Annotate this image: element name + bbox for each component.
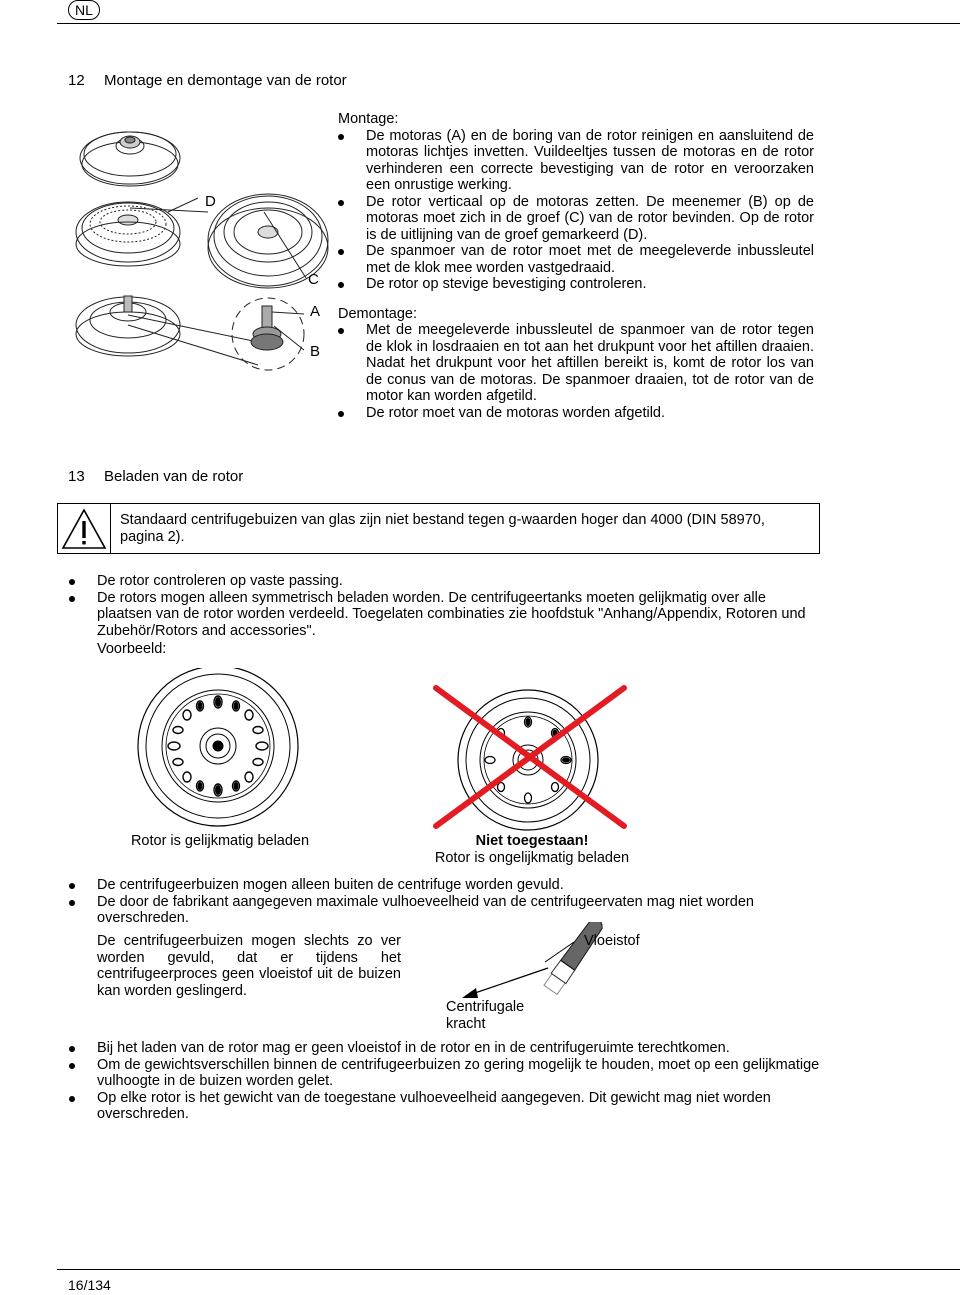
list-item: De motoras (A) en de boring van de rotor reinigen en aansluitend de motoras lichtjes invetten. Vuildeeltjes tussen de motoras en de rotor verhinderen een correcte bevestiging van de rotor en veroorzaken een onrustige werking.	[338, 128, 814, 194]
section-title: Beladen van de rotor	[104, 468, 244, 485]
language-badge: NL	[68, 0, 100, 20]
rotor-drawing-top	[80, 132, 180, 186]
arrow-head-icon	[462, 988, 478, 998]
caption-unbalanced	[400, 833, 664, 867]
rules-list	[68, 1040, 828, 1123]
rules-list	[68, 877, 788, 927]
list-item: De rotor moet van de motoras worden afgetild.	[338, 405, 814, 422]
section-12-heading	[68, 72, 347, 89]
caption-unbalanced-text: Rotor is ongelijkmatig beladen	[434, 850, 630, 866]
section-number: 13	[68, 468, 85, 485]
tube-fill-paragraph: De centrifugeerbuizen mogen slechts zo ver worden gevuld, dat er tijdens het centrifugeerproces geen vloeistof uit de buizen kan worden geslingerd.	[97, 933, 401, 999]
header-rule	[57, 23, 960, 24]
list-item: De spanmoer van de rotor moet met de meegeleverde inbussleutel met de klok mee worden vastgedraaid.	[338, 243, 814, 276]
label-d: D	[205, 193, 216, 210]
list-item: De door de fabrikant aangegeven maximale vulhoeveelheid van de centrifugeervaten mag niet worden overschreden.	[68, 894, 788, 927]
list-item: De rotors mogen alleen symmetrisch beladen worden. De centrifugeertanks moeten gelijkmatig over alle plaatsen van de rotor worden verdeeld. Toegelaten combinaties zie hoofdstuk "Anhang/Appendix, Rotoren und Zubehör/Rotors and accessories".	[68, 590, 813, 640]
list-item: De rotor verticaal op de motoras zetten. De meenemer (B) op de motoras moet zich in de groef (C) van de rotor bevinden. Op de rotor is de uitlijning van de groef gemarkeerd (D).	[338, 194, 814, 244]
list-item: Bij het laden van de rotor mag er geen vloeistof in de rotor en in de centrifugeruimte terechtkomen.	[68, 1040, 828, 1057]
list-item: Op elke rotor is het gewicht van de toegestane vulhoeveelheid aangegeven. Dit gewicht mag niet worden overschreden.	[68, 1090, 828, 1123]
montage-block	[338, 111, 814, 421]
motor-shaft-detail	[232, 298, 304, 370]
rotor-balanced-image	[130, 668, 310, 828]
montage-title: Montage:	[338, 111, 399, 127]
list-item: Om de gewichtsverschillen binnen de centrifugeerbuizen zo gering mogelijk te houden, moet op een gelijkmatige vulhoogte in de buizen worden gelet.	[68, 1057, 828, 1090]
list-item: De rotor op stevige bevestiging controleren.	[338, 276, 814, 293]
footer-rule	[57, 1269, 960, 1270]
montage-list	[338, 128, 814, 293]
loading-rules-b	[68, 877, 788, 927]
label-vloeistof: Vloeistof	[584, 933, 640, 949]
warning-text: Standaard centrifugebuizen van glas zijn niet bestand tegen g-waarden hoger dan 4000 (DIN 58970, pagina 2).	[120, 512, 765, 545]
list-item: De centrifugeerbuizen mogen alleen buiten de centrifuge worden gevuld.	[68, 877, 788, 894]
rotor-unbalanced-image	[428, 682, 638, 832]
loading-rules-c	[68, 1040, 828, 1123]
section-number: 12	[68, 72, 85, 89]
page-number: 16/134	[68, 1277, 111, 1293]
warning-box	[57, 503, 820, 554]
label-b: B	[310, 343, 321, 360]
section-13-heading	[68, 468, 243, 485]
section-title: Montage en demontage van de rotor	[104, 72, 347, 89]
rules-list	[68, 573, 813, 639]
rotor-mounting-figure	[68, 120, 338, 380]
force-arrow	[472, 968, 548, 994]
cross-mark-icon	[436, 688, 624, 826]
warning-icon	[58, 504, 111, 553]
label-a: A	[310, 303, 321, 320]
demontage-list	[338, 322, 814, 421]
voorbeeld-label: Voorbeeld:	[97, 641, 167, 657]
list-item: De rotor controleren op vaste passing.	[68, 573, 813, 590]
demontage-title: Demontage:	[338, 305, 417, 322]
label-c: C	[308, 271, 319, 288]
rotor-drawing-bottom	[76, 296, 258, 365]
rotor-drawing-middle	[76, 202, 208, 266]
label-centrifugal-force: Centrifugale kracht	[446, 999, 525, 1032]
caption-balanced: Rotor is gelijkmatig beladen	[130, 833, 310, 849]
loading-rules-a	[68, 573, 813, 658]
caption-not-allowed: Niet toegestaan!	[475, 833, 589, 849]
list-item: Met de meegeleverde inbussleutel de spanmoer van de rotor tegen de klok in losdraaien en tot aan het drukpunt voor het aftillen draaien. Nadat het drukpunt voor het aftillen bereikt is, komt de rotor los van de conus van de motoras. De spanmoer draaien, tot de rotor van de motor kan worden afgetild.	[338, 322, 814, 405]
